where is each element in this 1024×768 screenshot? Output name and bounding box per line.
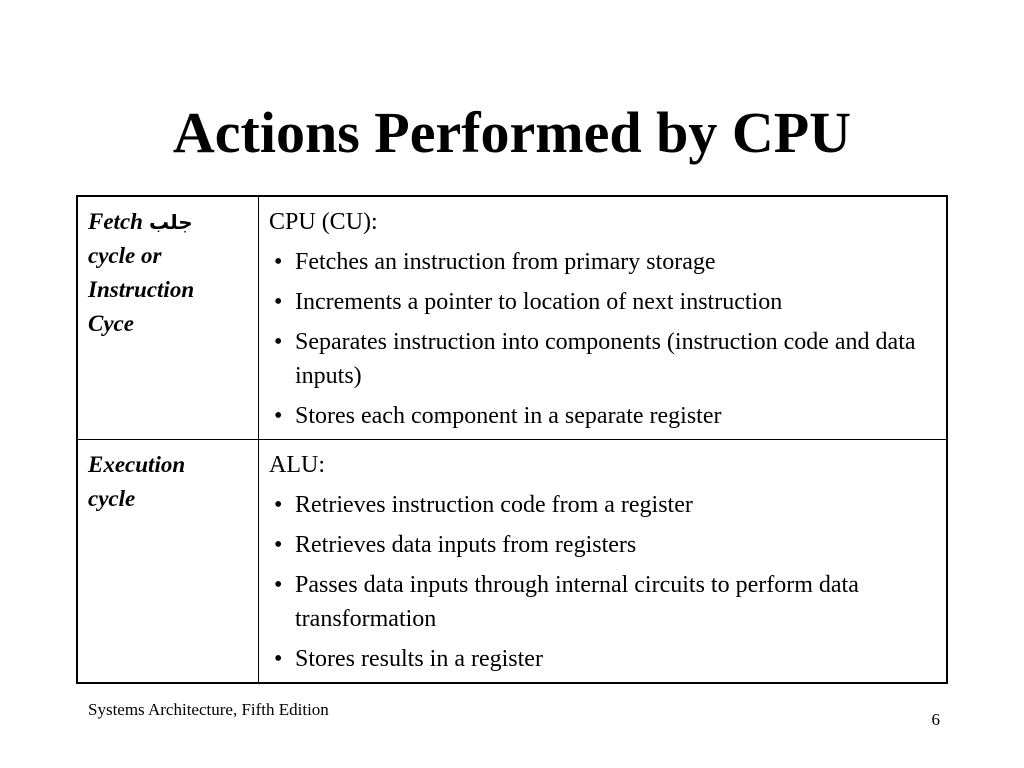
slide-title: Actions Performed by CPU [172, 100, 852, 165]
list-item: • Separates instruction into components (instruction code and data inputs) [269, 325, 936, 393]
footer-source: Systems Architecture, Fifth Edition [88, 700, 329, 719]
execution-cycle-content [259, 440, 948, 684]
execution-label-line-2: cycle [88, 486, 136, 511]
list-item: • Retrieves instruction code from a register [269, 488, 936, 522]
fetch-label-line-2: cycle or [88, 243, 162, 268]
fetch-label-arabic: جلب [148, 210, 193, 234]
table-row-fetch [77, 196, 947, 440]
fetch-label-line-4: Cyce [88, 311, 134, 336]
cpu-actions-table [76, 195, 948, 684]
execution-label-line-1: Execution [88, 452, 186, 477]
execution-cycle-label [77, 440, 259, 684]
fetch-bullet-list [269, 245, 936, 433]
fetch-cycle-content [259, 196, 948, 440]
list-item: • Stores each component in a separate register [269, 399, 936, 433]
list-item: • Retrieves data inputs from registers [269, 528, 936, 562]
fetch-label-line-3: Instruction [88, 277, 195, 302]
execution-bullet-list [269, 488, 936, 676]
alu-heading: ALU: [269, 452, 325, 478]
table-row-execution [77, 440, 947, 684]
page-number: 6 [931, 710, 940, 729]
fetch-label-line-1: Fetch [88, 209, 143, 234]
list-item: • Increments a pointer to location of next instruction [269, 285, 936, 319]
fetch-cycle-label [77, 196, 259, 440]
list-item: • Stores results in a register [269, 642, 936, 676]
cpu-cu-heading: CPU (CU): [269, 209, 378, 235]
list-item: • Passes data inputs through internal circuits to perform data transformation [269, 568, 936, 636]
list-item: • Fetches an instruction from primary storage [269, 245, 936, 279]
